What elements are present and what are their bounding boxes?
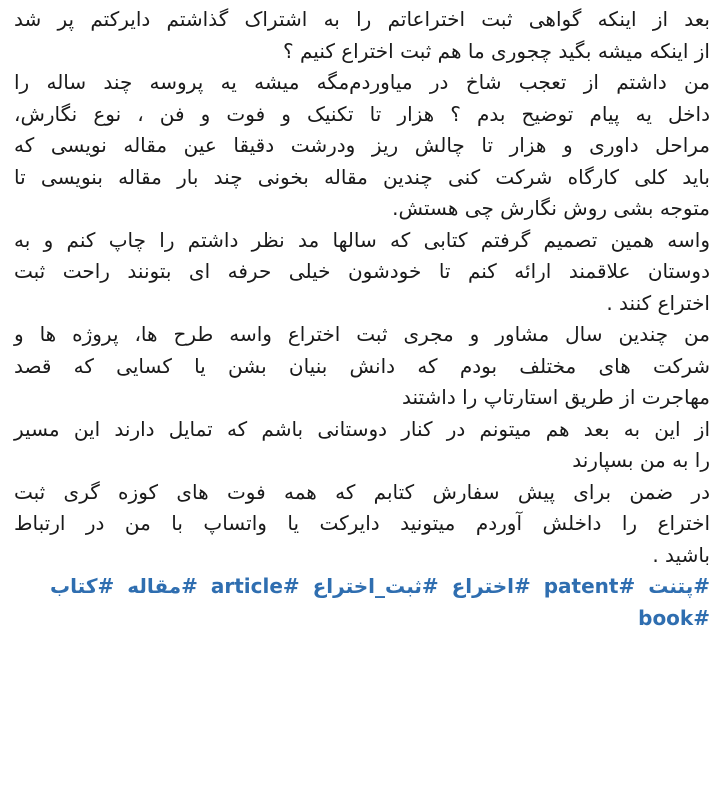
message-line: شرکت های مختلف بودم که دانش بنیان بشن یا کسایی که قصد <box>14 353 710 378</box>
message-line: را به من بسپارند <box>572 448 710 472</box>
message-line: واسه همین تصمیم گرفتم کتابی که سالها مد نظر داشتم را چاپ کنم و به <box>14 227 710 252</box>
message-line: بعد از اینکه گواهی ثبت اختراعاتم را به اشتراک گذاشتم دایرکتم پر شد <box>14 7 710 31</box>
hashtag-link[interactable]: #اختراع <box>451 574 531 598</box>
message-line: از این به بعد هم میتونم در کنار دوستانی باشم که تمایل دارند این مسیر <box>14 416 710 441</box>
hashtag-link[interactable]: #مقاله <box>127 574 198 598</box>
hashtag-link[interactable]: #پتنت <box>648 574 710 598</box>
hashtag-link[interactable]: #کتاب <box>50 574 115 598</box>
hashtag-row <box>14 571 710 603</box>
hashtag-link[interactable]: #book <box>638 605 710 630</box>
message-line: اختراع کنند . <box>606 290 710 315</box>
hashtag-link[interactable]: #patent <box>543 574 636 598</box>
message-line: مهاجرت از طریق استارتاپ را داشتند <box>401 385 710 409</box>
hashtag-row <box>14 603 710 635</box>
message-line: من چندین سال مشاور و مجری ثبت اختراع واسه طرح ها، پروژه ها و <box>14 322 710 346</box>
message-line: دوستان علاقمند ارائه کنم تا خودشون خیلی حرفه ای بتونند راحت ثبت <box>14 259 710 283</box>
message-line: متوجه بشی روش نگارش چی هستش. <box>392 196 710 220</box>
message-line: من داشتم از تعجب شاخ در میاوردم‌مگه میشه یه پروسه چند ساله را <box>14 70 710 94</box>
message-line: اختراع را داخلش آوردم میتونید دایرکت یا واتساپ با من در ارتباط <box>14 511 710 535</box>
message-line: از اینکه میشه بگید چجوری ما هم ثبت اختراع کنیم ؟ <box>283 38 710 63</box>
hashtag-link[interactable]: #article <box>210 574 300 598</box>
message-line: داخل یه پیام توضیح بدم ؟ هزار تا تکنیک و فوت و فن ، نوع نگارش، <box>14 101 710 126</box>
message-line: در ضمن برای پیش سفارش کتابم که همه فوت های کوزه گری ثبت <box>14 479 710 504</box>
hashtag-link[interactable]: #ثبت_اختراع <box>312 574 439 598</box>
message-line: مراحل داوری و هزار تا چالش ریز ودرشت دقیقا عین مقاله نویسی که <box>14 133 710 157</box>
message-line: باشید . <box>652 542 710 567</box>
message-body <box>14 4 710 800</box>
message-line: باید کلی کارگاه شرکت کنی چندین مقاله بخونی چند بار مقاله بنویسی تا <box>14 164 710 189</box>
